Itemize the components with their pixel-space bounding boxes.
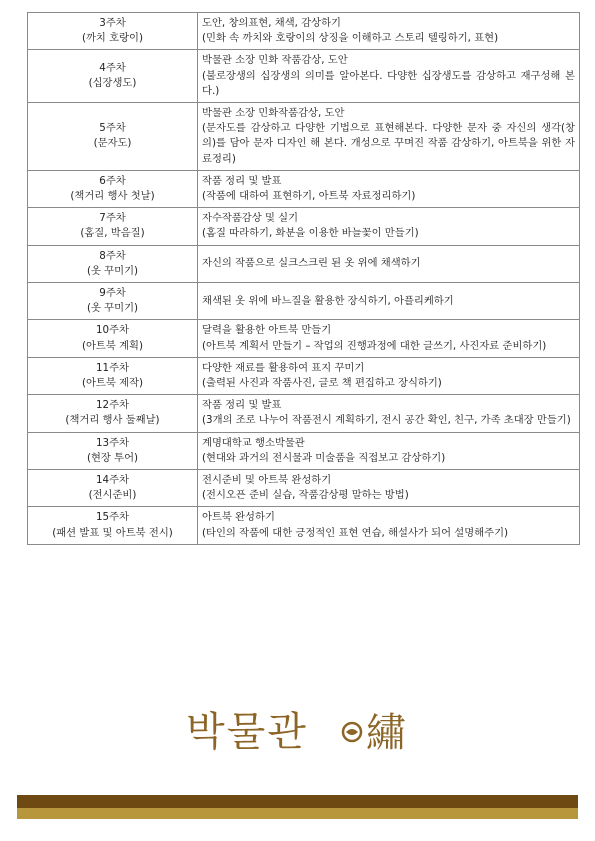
- content-cell: [198, 507, 580, 544]
- week-cell: [28, 432, 198, 469]
- week-label: 4주차: [99, 62, 126, 74]
- activity-detail: (현대와 과거의 전시물과 미술품을 직접보고 감상하기): [202, 451, 446, 464]
- week-label: 14주차: [96, 474, 129, 487]
- activity-title: 아트북 완성하기: [202, 511, 275, 524]
- table-row: [28, 245, 580, 282]
- museum-logo: [186, 692, 416, 764]
- activity-title: 자신의 작품으로 실크스크린 된 옷 위에 채색하기: [202, 257, 421, 270]
- week-cell: [28, 320, 198, 357]
- activity-title: 전시준비 및 아트북 완성하기: [202, 474, 332, 487]
- table-row: [28, 432, 580, 469]
- week-cell: [28, 283, 198, 320]
- week-label: 7주차: [99, 212, 126, 225]
- activity-detail: (출력된 사진과 작품사진, 글로 책 편집하고 장식하기): [202, 377, 442, 390]
- week-cell: [28, 170, 198, 207]
- week-label: 10주차: [96, 324, 129, 337]
- week-topic: (십장생도): [88, 77, 137, 90]
- content-cell: [198, 283, 580, 320]
- table-row: [28, 283, 580, 320]
- activity-detail: (3개의 조로 나누어 작품전시 계획하기, 전시 공간 확인, 친구, 가족 초대장 만들기): [202, 414, 571, 427]
- table-row: [28, 507, 580, 544]
- content-cell: [198, 357, 580, 394]
- week-label: 8주차: [99, 249, 126, 262]
- activity-detail: (홈질 따라하기, 화분을 이용한 바늘꽃이 만들기): [202, 227, 419, 240]
- week-cell: [28, 507, 198, 544]
- week-topic: (문자도): [93, 137, 132, 150]
- content-cell: [198, 13, 580, 50]
- embroidery-seal-icon: [336, 694, 416, 764]
- activity-title: 박물관 소장 민화 작품감상, 도안: [202, 54, 348, 67]
- week-topic: (아트북 제작): [81, 377, 144, 390]
- week-cell: [28, 208, 198, 245]
- week-topic: (패션 발표 및 아트북 전시): [52, 526, 173, 539]
- week-cell: [28, 357, 198, 394]
- activity-title: 계명대학교 행소박물관: [202, 436, 305, 449]
- activity-title: 달력을 활용한 아트북 만들기: [202, 324, 332, 337]
- week-label: 5주차: [99, 122, 126, 135]
- week-topic: (홈질, 박음질): [80, 227, 145, 240]
- week-label: 6주차: [99, 174, 126, 187]
- week-label: 11주차: [96, 361, 129, 374]
- week-topic: (옷 꾸미기): [86, 264, 139, 277]
- table-row: [28, 50, 580, 103]
- week-cell: [28, 50, 198, 103]
- content-cell: [198, 170, 580, 207]
- table-row: [28, 395, 580, 432]
- activity-title: 도안, 창의표현, 채색, 감상하기: [202, 17, 341, 29]
- footer-band-gold: [17, 808, 578, 819]
- table-row: [28, 357, 580, 394]
- table-row: [28, 103, 580, 171]
- table-row: [28, 208, 580, 245]
- content-cell: [198, 245, 580, 282]
- activity-detail: (민화 속 까치와 호랑이의 상징을 이해하고 스토리 텔링하기, 표현): [202, 32, 499, 45]
- week-cell: [28, 103, 198, 171]
- schedule-body: [28, 13, 580, 545]
- content-cell: [198, 320, 580, 357]
- week-topic: (현장 투어): [86, 451, 139, 464]
- week-topic: (책거리 행사 첫날): [70, 190, 155, 203]
- week-cell: [28, 395, 198, 432]
- week-label: 3주차: [99, 17, 126, 29]
- logo-text: 박물관: [186, 709, 308, 755]
- activity-title: 자수작품감상 및 실기: [202, 212, 299, 225]
- week-label: 12주차: [96, 399, 129, 412]
- activity-title: 박물관 소장 민화작품감상, 도안: [202, 107, 345, 120]
- week-topic: (책거리 행사 둘째날): [65, 414, 160, 427]
- activity-title: 다양한 재료를 활용하여 표지 꾸미기: [202, 361, 365, 374]
- schedule-table: [27, 12, 580, 545]
- content-cell: [198, 208, 580, 245]
- content-cell: [198, 50, 580, 103]
- activity-title: 작품 정리 및 발표: [202, 399, 282, 412]
- week-label: 9주차: [99, 287, 126, 300]
- week-topic: (까치 호랑이): [81, 32, 144, 45]
- table-row: [28, 13, 580, 50]
- activity-title: 작품 정리 및 발표: [202, 174, 282, 187]
- week-cell: [28, 13, 198, 50]
- activity-detail: (전시오픈 준비 실습, 작품감상평 말하는 방법): [202, 489, 409, 502]
- activity-detail: (작품에 대하여 표현하기, 아트북 자료정리하기): [202, 190, 416, 203]
- activity-detail: (불로장생의 십장생의 의미를 알아본다. 다양한 십장생도를 감상하고 재구성해 본다.): [202, 69, 575, 97]
- content-cell: [198, 103, 580, 171]
- table-row: [28, 170, 580, 207]
- content-cell: [198, 395, 580, 432]
- week-label: 15주차: [96, 511, 129, 524]
- logo-mark-text: 繡: [366, 710, 406, 756]
- week-topic: (아트북 계획): [81, 339, 144, 352]
- week-topic: (옷 꾸미기): [86, 302, 139, 315]
- activity-detail: (타인의 작품에 대한 긍정적인 표현 연습, 해설사가 되어 설명해주기): [202, 526, 509, 539]
- activity-detail: (문자도를 감상하고 다양한 기법으로 표현해본다. 다양한 문자 중 자신의 생각(창의)를 담아 문자 디자인 해 본다. 개성으로 꾸며진 작품 감상하기, 아트북을 위한 자료정리): [202, 122, 575, 165]
- content-cell: [198, 470, 580, 507]
- activity-detail: (아트북 계획서 만들기 – 작업의 진행과정에 대한 글쓰기, 사진자료 준비하기): [202, 339, 547, 352]
- activity-title: 채색된 옷 위에 바느질을 활용한 장식하기, 아플리케하기: [202, 294, 454, 307]
- content-cell: [198, 432, 580, 469]
- week-cell: [28, 470, 198, 507]
- week-cell: [28, 245, 198, 282]
- week-label: 13주차: [96, 436, 129, 449]
- week-topic: (전시준비): [88, 489, 137, 502]
- footer-band-dark: [17, 795, 578, 808]
- table-row: [28, 470, 580, 507]
- table-row: [28, 320, 580, 357]
